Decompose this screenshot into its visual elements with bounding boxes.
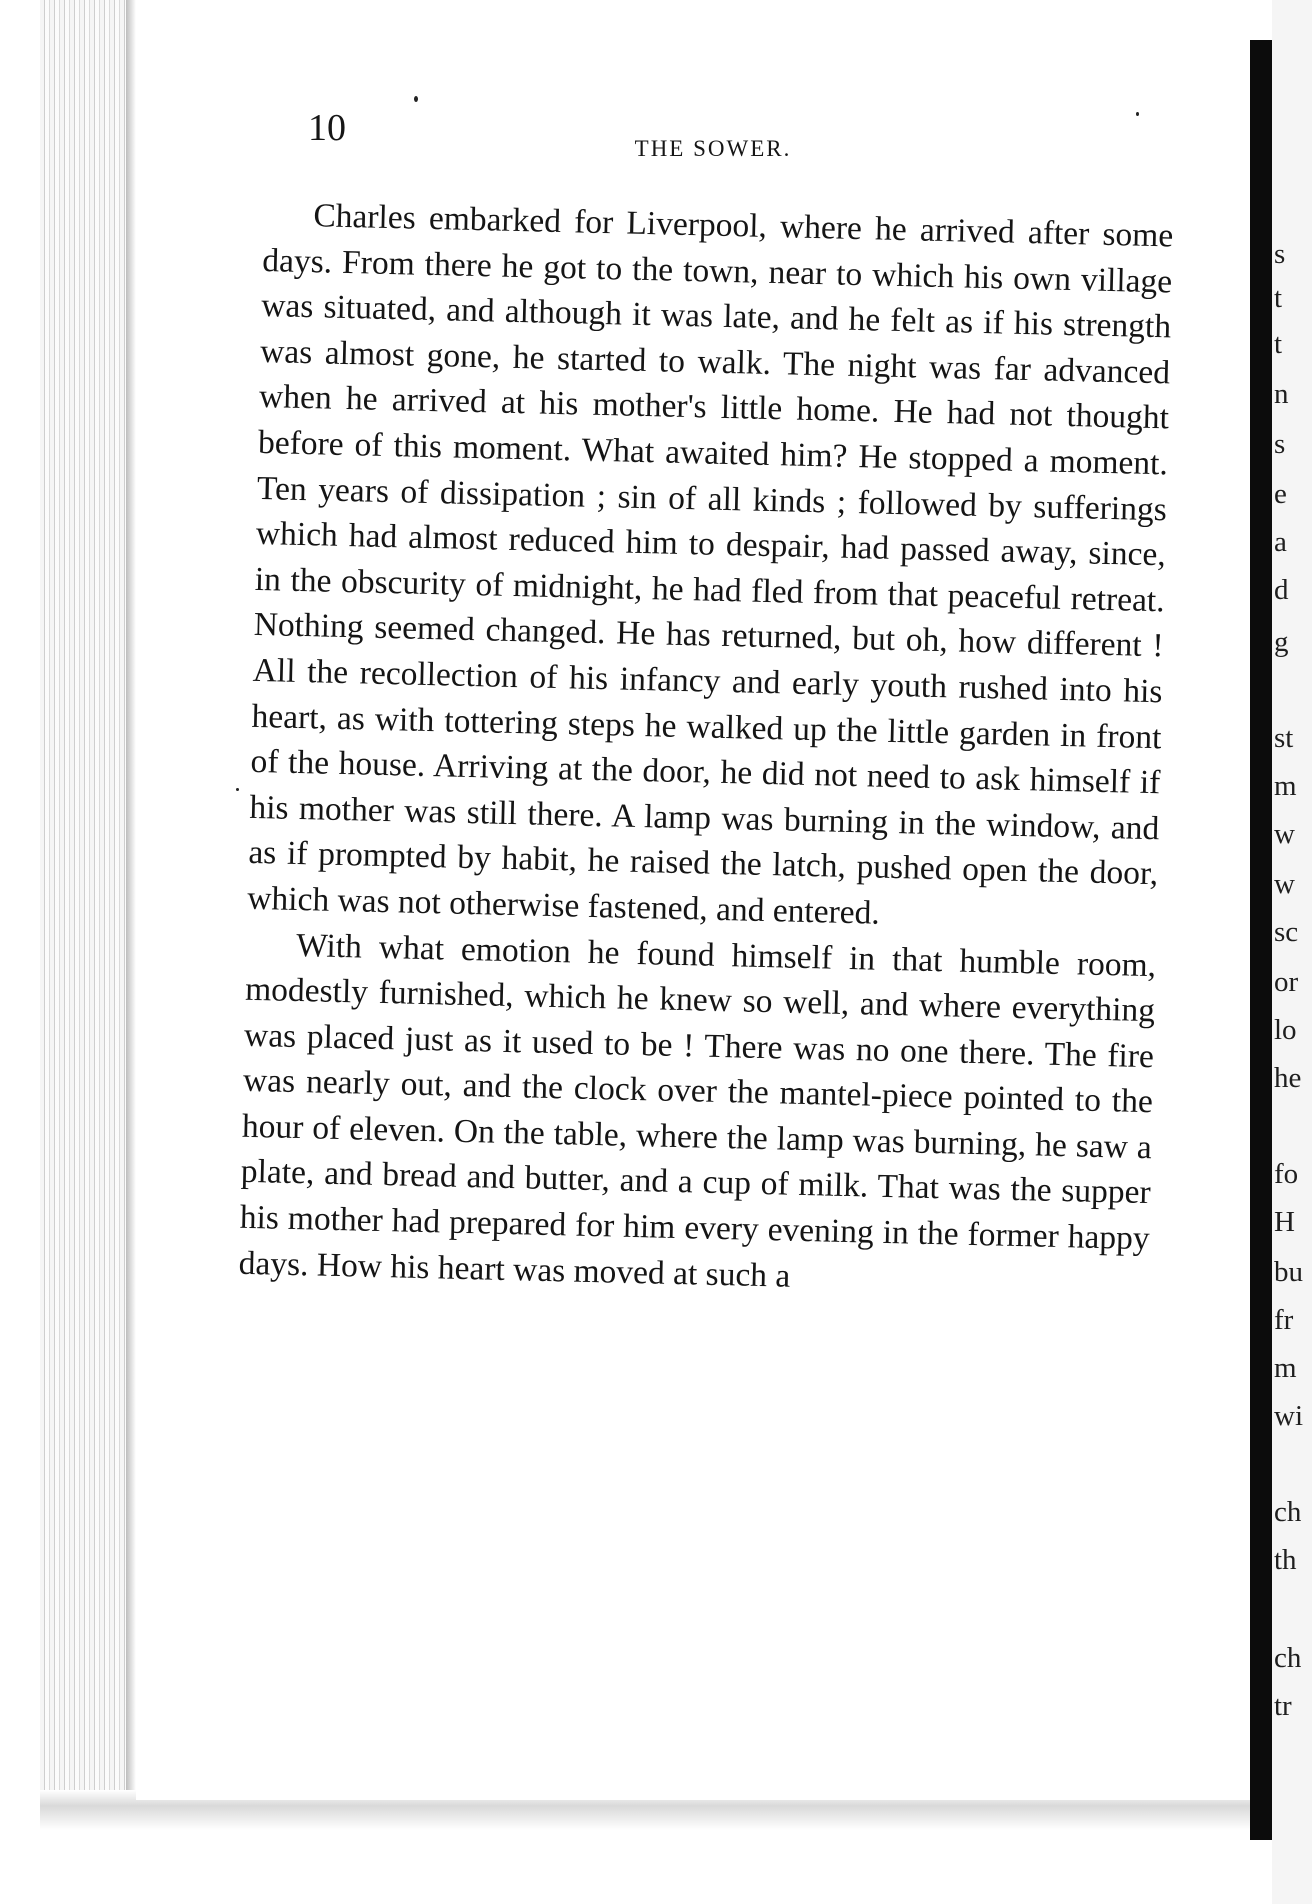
ink-speck: [414, 96, 418, 102]
facing-page-fragment: d: [1274, 574, 1289, 606]
binding-shadow: [126, 0, 136, 1800]
page-number: 10: [308, 107, 346, 149]
facing-page-fragment: fr: [1274, 1304, 1294, 1336]
facing-page-fragment: m: [1274, 1352, 1297, 1384]
facing-page-fragment: ch: [1274, 1642, 1302, 1674]
book-page: [136, 0, 1250, 1800]
facing-page-fragment: w: [1274, 868, 1295, 900]
facing-page-fragment: fo: [1274, 1158, 1299, 1190]
facing-page-fragment: ch: [1274, 1496, 1302, 1528]
ink-speck: [236, 788, 239, 791]
facing-page-edge: [1272, 0, 1312, 1904]
facing-page-fragment: w: [1274, 818, 1295, 850]
facing-page-fragment: st: [1274, 722, 1294, 754]
facing-page-fragment: wi: [1274, 1400, 1303, 1432]
facing-page-fragment: lo: [1274, 1014, 1297, 1046]
facing-page-fragment: s: [1274, 428, 1286, 460]
facing-page-fragment: g: [1274, 626, 1289, 658]
facing-page-fragment: t: [1274, 328, 1283, 360]
facing-page-fragment: sc: [1274, 916, 1299, 948]
facing-page-fragment: th: [1274, 1544, 1297, 1576]
facing-page-fragment: a: [1274, 526, 1287, 558]
facing-page-fragment: m: [1274, 770, 1297, 802]
facing-page-fragment: bu: [1274, 1256, 1303, 1288]
body-text: [238, 192, 1174, 1307]
facing-page-fragment: tr: [1274, 1690, 1292, 1722]
running-head: THE SOWER.: [634, 136, 792, 161]
facing-page-fragment: he: [1274, 1062, 1302, 1094]
facing-page-fragment: H: [1274, 1206, 1295, 1238]
facing-page-fragment: n: [1274, 378, 1289, 410]
facing-page-fragment: s: [1274, 238, 1286, 270]
left-page-edges: [40, 0, 140, 1820]
facing-page-fragment: e: [1274, 478, 1287, 510]
paragraph: With what emotion he found himself in that humble room, modestly furnished, which he knew so well, and where everything was placed just as it used to be ! There was no one there. The fire was nearly out, and the clock over the mantel-piece pointed to the hour of eleven. On the table, where the lamp was burning, he saw a plate, and bread and butter, and a cup of milk. That was the supper his mother had prepared for him every evening in the former happy days. How his heart was moved at such a: [238, 926, 1157, 1295]
facing-page-fragment: or: [1274, 966, 1299, 998]
ink-speck: [1136, 112, 1139, 116]
paragraph: Charles embarked for Liverpool, where he arrived after some days. From there he got to the town, near to which his own village was situated, and although it was late, and he felt as if his strength was almost gone, he started to walk. The night was far advanced when he arrived at his mother's little home. He had not thought before of this moment. What awaited him? He stopped a moment. Ten years of dissipation ; sin of all kinds ; followed by sufferings which had almost reduced him to despair, had passed away, since, in the obscurity of midnight, he had fled from that peaceful retreat. Nothing seemed changed. He has returned, but oh, how different ! All the recollection of his infancy and early youth rushed into his heart, as with tottering steps he walked up the little garden in front of the house. Arriving at the door, he did not need to ask himself if his mother was still there. A lamp was burning in the window, and as if prompted by habit, he raised the latch, pushed open the door, which was not otherwise fastened, and entered.: [246, 197, 1174, 932]
facing-page-fragment: t: [1274, 282, 1283, 314]
page-gutter: [1250, 40, 1272, 1840]
